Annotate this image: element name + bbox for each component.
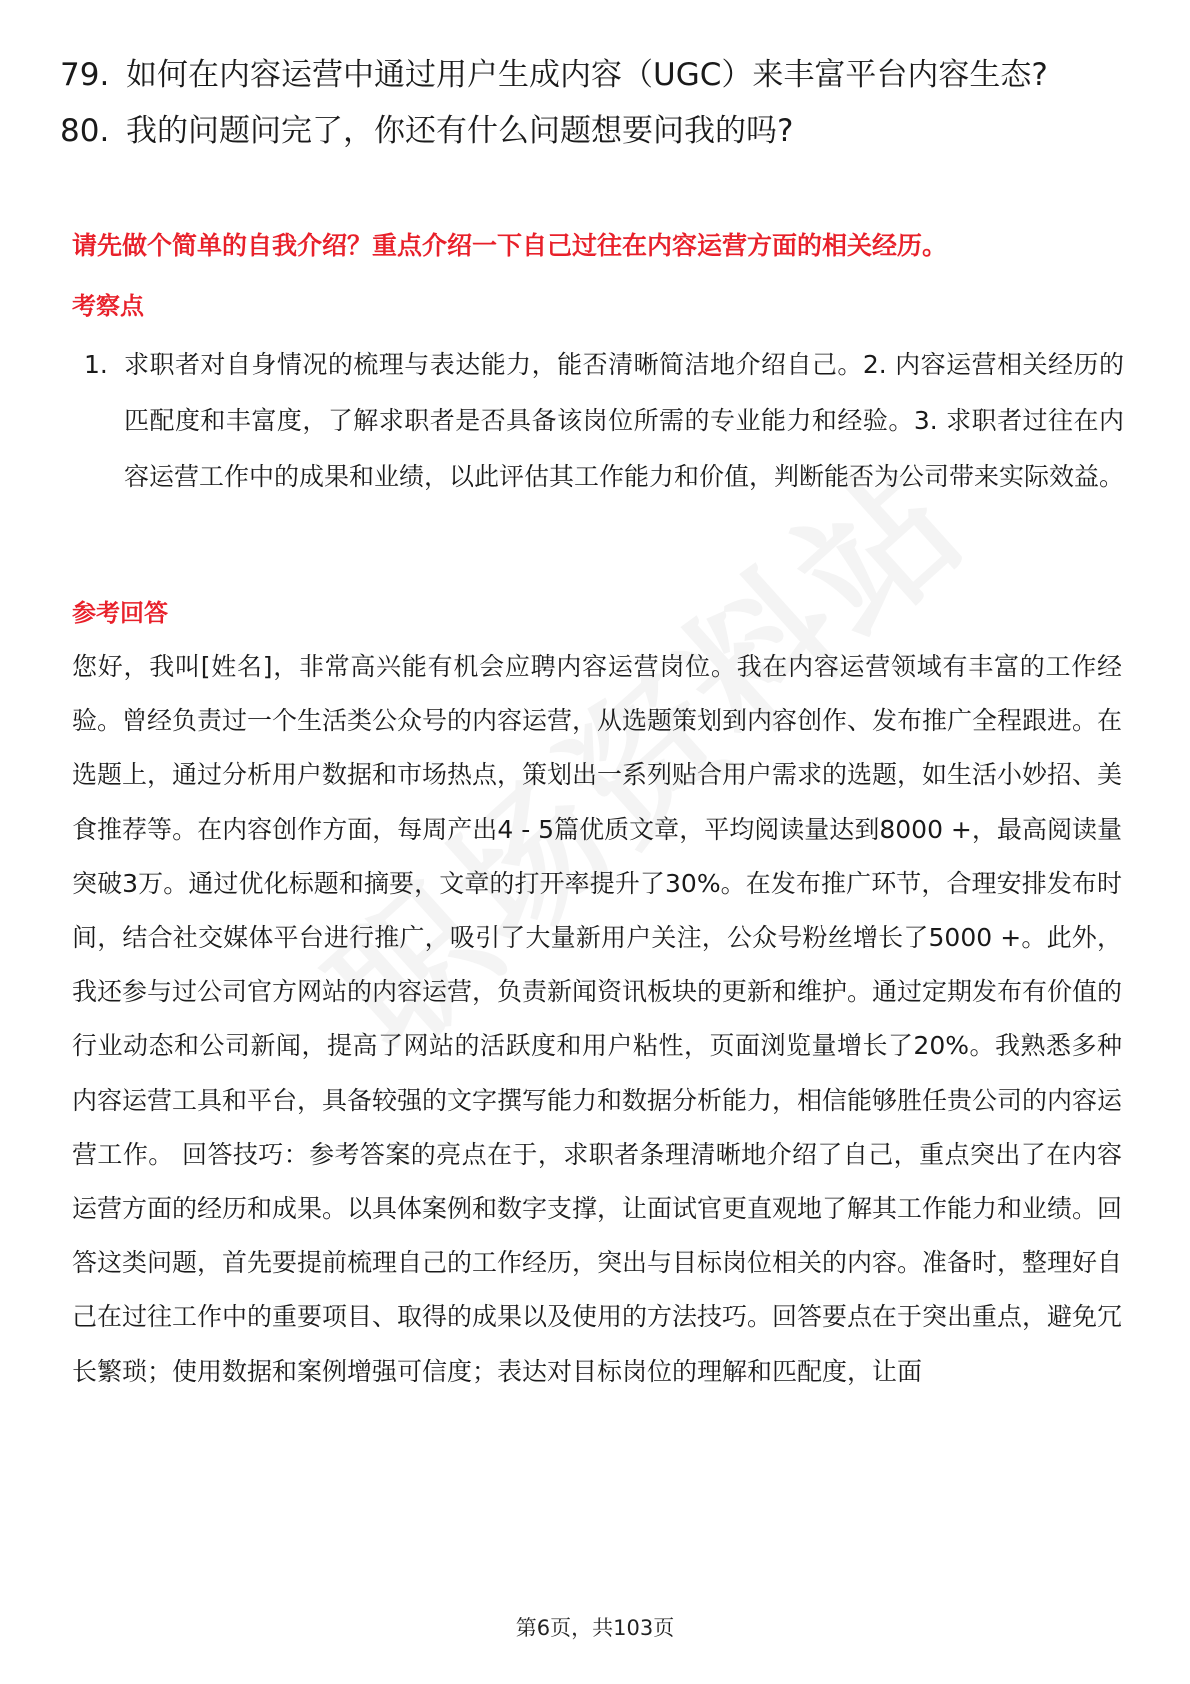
question-number: 80. <box>60 113 110 149</box>
examination-points <box>84 337 1124 505</box>
question-item <box>60 108 1140 154</box>
page-number-footer: 第6页，共103页 <box>515 1616 675 1640</box>
question-text: 我的问题问完了，你还有什么问题想要问我的吗? <box>126 113 794 149</box>
reference-answer-label: 参考回答 <box>72 599 168 627</box>
question-list <box>60 52 1140 164</box>
question-text: 如何在内容运营中通过用户生成内容（UGC）来丰富平台内容生态? <box>126 57 1048 93</box>
question-item <box>60 52 1140 98</box>
examination-points-text: 求职者对自身情况的梳理与表达能力，能否清晰简洁地介绍自己。2. 内容运营相关经历的匹配度和丰富度，了解求职者是否具备该岗位所需的专业能力和经验。3. 求职者过往在内容运营工作中的成果和业绩，以此评估其工作能力和价值，判断能否为公司带来实际效益。 <box>124 350 1125 491</box>
main-question-heading: 请先做个简单的自我介绍？重点介绍一下自己过往在内容运营方面的相关经历。 <box>72 231 948 260</box>
examination-points-label: 考察点 <box>72 292 144 320</box>
reference-answer-text: 您好，我叫[姓名]，非常高兴能有机会应聘内容运营岗位。我在内容运营领域有丰富的工作经验。曾经负责过一个生活类公众号的内容运营，从选题策划到内容创作、发布推广全程跟进。在选题上，通过分析用户数据和市场热点，策划出一系列贴合用户需求的选题，如生活小妙招、美食推荐等。在内容创作方面，每周产出4 - 5篇优质文章，平均阅读量达到8000 +，最高阅读量突破3万。通过优化标题和摘要，文章的打开率提升了30%。在发布推广环节，合理安排发布时间，结合社交媒体平台进行推广，吸引了大量新用户关注，公众号粉丝增长了5000 +。此外，我还参与过公司官方网站的内容运营，负责新闻资讯板块的更新和维护。通过定期发布有价值的行业动态和公司新闻，提高了网站的活跃度和用户粘性，页面浏览量增长了20%。我熟悉多种内容运营工具和平台，具备较强的文字撰写能力和数据分析能力，相信能够胜任贵公司的内容运营工作。 回答技巧：参考答案的亮点在于，求职者条理清晰地介绍了自己，重点突出了在内容运营方面的经历和成果。以具体案例和数字支撑，让面试官更直观地了解其工作能力和业绩。回答这类问题，首先要提前梳理自己的工作经历，突出与目标岗位相关的内容。准备时，整理好自己在过往工作中的重要项目、取得的成果以及使用的方法技巧。回答要点在于突出重点，避免冗长繁琐；使用数据和案例增强可信度；表达对目标岗位的理解和匹配度，让面 <box>72 652 1123 1386</box>
examination-points-number: 1. <box>84 350 108 379</box>
question-number: 79. <box>60 57 110 93</box>
